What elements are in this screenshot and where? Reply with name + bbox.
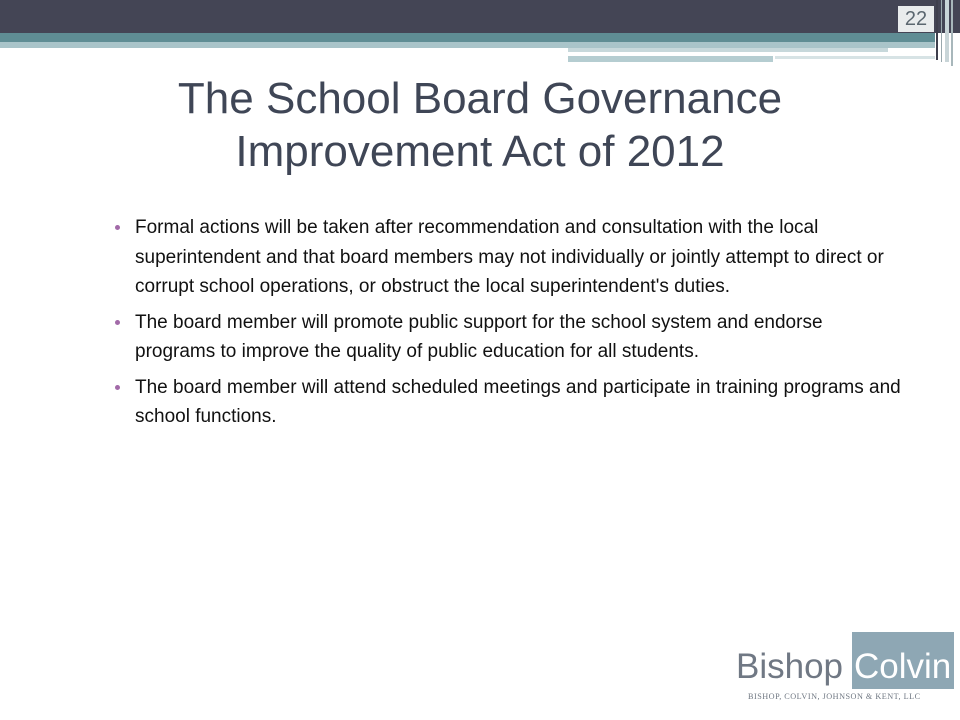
bullet-text: The board member will attend scheduled meetings and participate in training programs and school functions. <box>135 376 901 427</box>
right-edge-rule <box>951 0 953 66</box>
slide-title: The School Board Governance Improvement Act of 2012 <box>177 74 783 176</box>
bullet-text: The board member will promote public support for the school system and endorse programs to improve the quality of public education for all students. <box>135 311 823 362</box>
bullet-item <box>111 308 906 367</box>
bullet-list <box>111 213 906 438</box>
header-light-strip-thin <box>775 56 935 59</box>
header-light-strip-short <box>568 48 888 52</box>
logo-word-colvin: Colvin <box>854 647 952 686</box>
bullet-dot-icon <box>115 225 120 230</box>
bullet-dot-icon <box>115 385 120 390</box>
bullet-text: Formal actions will be taken after recommendation and consultation with the local superintendent and that board members may not individually or jointly attempt to direct or corrupt school operations, or obstruct the local superintendent's duties. <box>135 217 884 297</box>
header-light-strip-lower <box>568 56 773 62</box>
header-accent-strip <box>0 33 935 42</box>
logo-word-bishop: Bishop <box>736 647 844 686</box>
firm-logo <box>736 632 954 712</box>
bullet-dot-icon <box>115 320 120 325</box>
logo-subtitle: BISHOP, COLVIN, JOHNSON & KENT, LLC <box>748 692 921 701</box>
header-band <box>0 0 960 33</box>
bullet-item <box>111 373 906 432</box>
bullet-item <box>111 213 906 302</box>
right-edge-rule <box>945 0 949 62</box>
slide-number: 22 <box>898 6 934 32</box>
right-edge-rule <box>941 0 942 62</box>
right-edge-rule <box>936 0 938 60</box>
